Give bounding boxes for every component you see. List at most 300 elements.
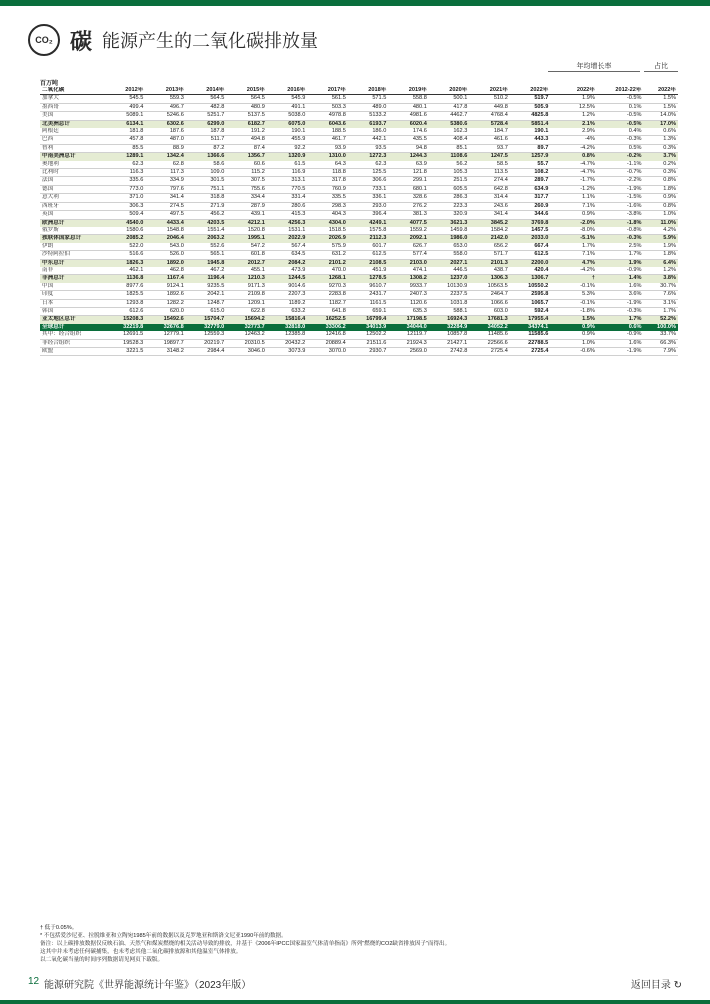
table-cell: 1.8% bbox=[643, 185, 678, 193]
table-cell: 462.8 bbox=[145, 267, 186, 275]
table-cell: 3070.0 bbox=[307, 348, 348, 356]
page-subtitle: 能源产生的二氧化碳排放量 bbox=[102, 31, 319, 51]
column-header: 2018年 bbox=[348, 87, 389, 95]
table-cell: -5.1% bbox=[550, 235, 597, 243]
table-cell: 1066.6 bbox=[469, 299, 510, 307]
table-cell: 58.6 bbox=[186, 161, 227, 169]
table-cell: -0.3% bbox=[597, 136, 644, 144]
table-row bbox=[40, 348, 678, 356]
table-cell: 1278.5 bbox=[348, 275, 389, 283]
table-cell: 659.1 bbox=[348, 307, 389, 315]
table-cell: 1826.3 bbox=[105, 259, 146, 267]
table-cell: 1268.1 bbox=[307, 275, 348, 283]
table-cell: 510.2 bbox=[469, 95, 510, 103]
note-line: 这其中并未考虑任何碳捕集，也未考虑其他二氧化碳排放源和其他温室气体排放。 bbox=[40, 949, 242, 955]
table-cell: 328.6 bbox=[388, 194, 429, 202]
table-cell: 2930.7 bbox=[348, 348, 389, 356]
table-cell: 32676.8 bbox=[145, 324, 186, 331]
table-cell: 56.2 bbox=[429, 161, 470, 169]
table-cell: 1825.5 bbox=[105, 291, 146, 299]
table-cell: 32284.9 bbox=[429, 324, 470, 331]
table-cell: 4768.4 bbox=[469, 112, 510, 120]
table-cell: 680.1 bbox=[388, 185, 429, 193]
row-label: 非洲总计 bbox=[40, 275, 105, 283]
table-cell: 461.6 bbox=[469, 136, 510, 144]
table-cell: 63.9 bbox=[388, 161, 429, 169]
table-cell: 461.7 bbox=[307, 136, 348, 144]
table-cell: 545.9 bbox=[267, 95, 308, 103]
table-cell: 109.0 bbox=[186, 169, 227, 177]
table-cell: 21511.6 bbox=[348, 339, 389, 347]
row-label: 全球总计 bbox=[40, 324, 105, 331]
table-cell: 17.0% bbox=[643, 120, 678, 128]
table-row bbox=[40, 307, 678, 315]
table-cell: 7.1% bbox=[550, 202, 597, 210]
table-cell: 6193.7 bbox=[348, 120, 389, 128]
table-cell: 442.1 bbox=[348, 136, 389, 144]
table-cell: 21427.1 bbox=[429, 339, 470, 347]
table-cell: 121.8 bbox=[388, 169, 429, 177]
table-cell: 19897.7 bbox=[145, 339, 186, 347]
table-cell: 1244.5 bbox=[267, 275, 308, 283]
row-label: 俄罗斯 bbox=[40, 227, 105, 235]
table-cell: 0.8% bbox=[550, 153, 597, 161]
table-cell: 1459.8 bbox=[429, 227, 470, 235]
row-label: 中国 bbox=[40, 283, 105, 291]
table-cell: 4825.8 bbox=[510, 112, 551, 120]
table-cell: 9014.6 bbox=[267, 283, 308, 291]
table-cell: 306.3 bbox=[105, 202, 146, 210]
table-cell: 307.5 bbox=[226, 177, 267, 185]
table-cell: 558.0 bbox=[429, 251, 470, 259]
table-cell: 519.7 bbox=[510, 95, 551, 103]
unit-label-line2: 二氧化碳 bbox=[40, 87, 105, 95]
table-header-row bbox=[40, 87, 678, 95]
table-cell: 1.1% bbox=[550, 194, 597, 202]
table-cell: -0.9% bbox=[597, 331, 644, 339]
table-cell: 22788.5 bbox=[510, 339, 551, 347]
table-cell: 88.9 bbox=[145, 144, 186, 152]
table-cell: 188.5 bbox=[307, 128, 348, 136]
table-cell: 494.8 bbox=[226, 136, 267, 144]
table-cell: 612.6 bbox=[105, 307, 146, 315]
table-cell: 1196.4 bbox=[186, 275, 227, 283]
table-cell: 317.7 bbox=[510, 194, 551, 202]
table-cell: 1282.2 bbox=[145, 299, 186, 307]
table-cell: 522.0 bbox=[105, 243, 146, 251]
table-cell: 20432.2 bbox=[267, 339, 308, 347]
table-cell: 2407.3 bbox=[388, 291, 429, 299]
table-cell: 6.4% bbox=[643, 259, 678, 267]
table-cell: 4203.5 bbox=[186, 219, 227, 227]
table-cell: 16799.4 bbox=[348, 316, 389, 324]
table-cell: -4.7% bbox=[550, 161, 597, 169]
table-cell: 0.9% bbox=[550, 324, 597, 331]
row-label: 其中：经合组织 bbox=[40, 331, 105, 339]
table-cell: 1.6% bbox=[597, 283, 644, 291]
row-label: 北美洲总计 bbox=[40, 120, 105, 128]
table-cell: 3.6% bbox=[597, 291, 644, 299]
row-label: 亚太地区总计 bbox=[40, 316, 105, 324]
table-cell: 1.5% bbox=[643, 103, 678, 111]
table-cell: 331.4 bbox=[267, 194, 308, 202]
table-cell: -1.2% bbox=[550, 185, 597, 193]
table-cell: 3046.0 bbox=[226, 348, 267, 356]
table-row bbox=[40, 283, 678, 291]
table-cell: 1.4% bbox=[597, 275, 644, 283]
page-footer bbox=[0, 968, 710, 1004]
table-cell: 2595.8 bbox=[510, 291, 551, 299]
table-cell: 12691.5 bbox=[105, 331, 146, 339]
note-line: 以二氧化碳当量的时间序列数据请见网页下载版。 bbox=[40, 957, 164, 963]
table-cell: 116.9 bbox=[267, 169, 308, 177]
subtotal-row bbox=[40, 153, 678, 161]
table-cell: 733.1 bbox=[348, 185, 389, 193]
table-cell: 12463.2 bbox=[226, 331, 267, 339]
table-cell: -0.1% bbox=[550, 283, 597, 291]
table-cell: 287.9 bbox=[226, 202, 267, 210]
table-cell: 0.3% bbox=[643, 144, 678, 152]
table-cell: 2569.0 bbox=[388, 348, 429, 356]
table-cell: 100.0% bbox=[643, 324, 678, 331]
table-cell: 2200.0 bbox=[510, 259, 551, 267]
table-cell: 1.6% bbox=[597, 339, 644, 347]
table-cell: 480.9 bbox=[226, 103, 267, 111]
table-cell: 9933.7 bbox=[388, 283, 429, 291]
table-cell: 1531.1 bbox=[267, 227, 308, 235]
row-label: 美国 bbox=[40, 112, 105, 120]
table-cell: 1306.3 bbox=[469, 275, 510, 283]
table-cell: 6302.6 bbox=[145, 120, 186, 128]
table-cell: 1289.1 bbox=[105, 153, 146, 161]
table-cell: -0.3% bbox=[597, 235, 644, 243]
table-cell: 631.2 bbox=[307, 251, 348, 259]
table-cell: 575.9 bbox=[307, 243, 348, 251]
table-cell: 1.8% bbox=[643, 251, 678, 259]
table-cell: 0.6% bbox=[597, 324, 644, 331]
table-cell: 1559.2 bbox=[388, 227, 429, 235]
table-cell: -1.7% bbox=[550, 177, 597, 185]
table-cell: 3621.3 bbox=[429, 219, 470, 227]
table-cell: 601.8 bbox=[226, 251, 267, 259]
table-cell: 1320.9 bbox=[267, 153, 308, 161]
table-cell: 545.5 bbox=[105, 95, 146, 103]
table-cell: 571.7 bbox=[469, 251, 510, 259]
table-cell: 2101.2 bbox=[307, 259, 348, 267]
table-cell: 85.5 bbox=[105, 144, 146, 152]
table-body bbox=[40, 95, 678, 356]
table-cell: 94.8 bbox=[388, 144, 429, 152]
table-cell: 0.8% bbox=[643, 177, 678, 185]
table-cell: -0.1% bbox=[550, 299, 597, 307]
table-cell: 62.3 bbox=[105, 161, 146, 169]
table-cell: 2101.3 bbox=[469, 259, 510, 267]
table-cell: 4212.1 bbox=[226, 219, 267, 227]
bottom-accent-bar bbox=[0, 1000, 710, 1004]
table-cell: 2085.2 bbox=[105, 235, 146, 243]
table-cell: 32818.0 bbox=[267, 324, 308, 331]
table-cell: 634.5 bbox=[267, 251, 308, 259]
table-row bbox=[40, 128, 678, 136]
table-cell: 11.0% bbox=[643, 219, 678, 227]
table-cell: 5038.0 bbox=[267, 112, 308, 120]
column-group-header bbox=[40, 58, 678, 72]
table-cell: 516.6 bbox=[105, 251, 146, 259]
table-cell: 489.0 bbox=[348, 103, 389, 111]
table-cell: 10550.2 bbox=[510, 283, 551, 291]
table-cell: 64.3 bbox=[307, 161, 348, 169]
table-cell: 1237.0 bbox=[429, 275, 470, 283]
table-cell: -1.5% bbox=[597, 194, 644, 202]
column-header: 2021年 bbox=[469, 87, 510, 95]
table-cell: 336.1 bbox=[348, 194, 389, 202]
column-header: 2019年 bbox=[388, 87, 429, 95]
table-cell: 5137.5 bbox=[226, 112, 267, 120]
table-cell: 622.8 bbox=[226, 307, 267, 315]
table-cell: 21924.3 bbox=[388, 339, 429, 347]
table-cell: 564.5 bbox=[226, 95, 267, 103]
table-cell: 16252.5 bbox=[307, 316, 348, 324]
subtotal-row bbox=[40, 219, 678, 227]
table-cell: 1.9% bbox=[643, 243, 678, 251]
table-cell: 2431.7 bbox=[348, 291, 389, 299]
table-cell: 4.7% bbox=[550, 259, 597, 267]
table-cell: 12779.1 bbox=[145, 331, 186, 339]
table-cell: 2112.3 bbox=[348, 235, 389, 243]
table-cell: 20310.5 bbox=[226, 339, 267, 347]
table-cell: 1892.0 bbox=[145, 259, 186, 267]
table-cell: 467.2 bbox=[186, 267, 227, 275]
table-cell: 547.2 bbox=[226, 243, 267, 251]
table-cell: 60.6 bbox=[226, 161, 267, 169]
table-cell: 3.7% bbox=[643, 153, 678, 161]
table-cell: 751.1 bbox=[186, 185, 227, 193]
table-cell: 487.0 bbox=[145, 136, 186, 144]
table-cell: 396.4 bbox=[348, 211, 389, 219]
table-cell: 12502.2 bbox=[348, 331, 389, 339]
table-cell: 66.3% bbox=[643, 339, 678, 347]
table-cell: 1306.7 bbox=[510, 275, 551, 283]
table-row bbox=[40, 177, 678, 185]
table-cell: 9610.7 bbox=[348, 283, 389, 291]
table-cell: 601.7 bbox=[348, 243, 389, 251]
table-cell: -1.9% bbox=[597, 348, 644, 356]
table-cell: 12559.3 bbox=[186, 331, 227, 339]
table-cell: 7.1% bbox=[550, 251, 597, 259]
table-cell: 32219.8 bbox=[105, 324, 146, 331]
table-cell: -8.0% bbox=[550, 227, 597, 235]
table-cell: 306.6 bbox=[348, 177, 389, 185]
table-cell: 3221.5 bbox=[105, 348, 146, 356]
table-row bbox=[40, 185, 678, 193]
table-cell: 298.3 bbox=[307, 202, 348, 210]
table-cell: 274.4 bbox=[469, 177, 510, 185]
table-cell: 9124.1 bbox=[145, 283, 186, 291]
table-cell: 473.9 bbox=[267, 267, 308, 275]
note-line: 备注：以上碳排放数据仅反映石油、天然气和煤炭燃烧的相关活动导致的排放，并基于《2006年IPCC国家温室气体清单指南》所列“燃烧的CO2缺省排放因子”而得出。 bbox=[40, 941, 451, 947]
table-cell: -4.2% bbox=[550, 267, 597, 275]
table-cell: 1293.8 bbox=[105, 299, 146, 307]
table-cell: 1.9% bbox=[550, 95, 597, 103]
table-cell: 505.9 bbox=[510, 103, 551, 111]
table-cell: 1.5% bbox=[643, 95, 678, 103]
table-cell: 113.5 bbox=[469, 169, 510, 177]
table-cell: 612.5 bbox=[348, 251, 389, 259]
table-cell: 1065.7 bbox=[510, 299, 551, 307]
co2-icon: CO₂ bbox=[28, 24, 60, 56]
table-cell: 15208.3 bbox=[105, 316, 146, 324]
table-cell: 565.1 bbox=[186, 251, 227, 259]
table-cell: 1247.5 bbox=[469, 153, 510, 161]
table-cell: 482.8 bbox=[186, 103, 227, 111]
table-row bbox=[40, 169, 678, 177]
table-cell: 415.3 bbox=[267, 211, 308, 219]
top-accent-bar bbox=[0, 0, 710, 6]
table-cell: 462.1 bbox=[105, 267, 146, 275]
table-cell: -1.8% bbox=[597, 219, 644, 227]
note-line: † 低于0.05%。 bbox=[40, 925, 78, 931]
table-cell: 299.1 bbox=[388, 177, 429, 185]
table-cell: 61.5 bbox=[267, 161, 308, 169]
table-cell: 1248.7 bbox=[186, 299, 227, 307]
row-label: 中东总计 bbox=[40, 259, 105, 267]
table-cell: 797.6 bbox=[145, 185, 186, 193]
table-cell: 499.4 bbox=[105, 103, 146, 111]
table-cell: 92.2 bbox=[267, 144, 308, 152]
table-cell: 0.6% bbox=[643, 128, 678, 136]
table-cell: 33.7% bbox=[643, 331, 678, 339]
table-cell: 2092.1 bbox=[388, 235, 429, 243]
table-cell: -3.8% bbox=[597, 211, 644, 219]
table-cell: 301.5 bbox=[186, 177, 227, 185]
column-header: 2014年 bbox=[186, 87, 227, 95]
table-cell: 1.2% bbox=[550, 112, 597, 120]
table-cell: 1167.4 bbox=[145, 275, 186, 283]
table-cell: -0.9% bbox=[597, 267, 644, 275]
table-row bbox=[40, 112, 678, 120]
table-cell: 3148.2 bbox=[145, 348, 186, 356]
table-row bbox=[40, 211, 678, 219]
share-group-label: 占比 bbox=[644, 61, 678, 72]
table-cell: 1108.6 bbox=[429, 153, 470, 161]
table-cell: 174.6 bbox=[388, 128, 429, 136]
table-cell: 62.8 bbox=[145, 161, 186, 169]
back-to-contents-link[interactable]: 返回目录 ↻ bbox=[630, 980, 682, 991]
table-cell: 1520.8 bbox=[226, 227, 267, 235]
table-cell: 162.3 bbox=[429, 128, 470, 136]
row-label: 意大利 bbox=[40, 194, 105, 202]
table-cell: -4% bbox=[550, 136, 597, 144]
table-cell: 20219.7 bbox=[186, 339, 227, 347]
table-cell: 1136.8 bbox=[105, 275, 146, 283]
table-cell: 1518.5 bbox=[307, 227, 348, 235]
table-cell: 1.7% bbox=[643, 307, 678, 315]
table-cell: 20889.4 bbox=[307, 339, 348, 347]
table-cell: 2742.8 bbox=[429, 348, 470, 356]
table-cell: 656.2 bbox=[469, 243, 510, 251]
growth-rate-group-label: 年均增长率 bbox=[548, 61, 640, 72]
table-cell: 2464.7 bbox=[469, 291, 510, 299]
table-cell: 603.0 bbox=[469, 307, 510, 315]
table-cell: 93.9 bbox=[307, 144, 348, 152]
table-cell: 2.5% bbox=[597, 243, 644, 251]
table-cell: 1.7% bbox=[597, 316, 644, 324]
table-cell: 293.0 bbox=[348, 202, 389, 210]
table-cell: 2084.2 bbox=[267, 259, 308, 267]
table-cell: 33306.2 bbox=[307, 324, 348, 331]
table-cell: 93.5 bbox=[348, 144, 389, 152]
table-cell: 457.8 bbox=[105, 136, 146, 144]
table-cell: -2.0% bbox=[550, 219, 597, 227]
table-cell: 0.1% bbox=[597, 103, 644, 111]
table-cell: 1892.6 bbox=[145, 291, 186, 299]
table-cell: 435.5 bbox=[388, 136, 429, 144]
row-label: 欧盟 bbox=[40, 348, 105, 356]
table-cell: 558.8 bbox=[388, 95, 429, 103]
table-cell: 1210.3 bbox=[226, 275, 267, 283]
table-cell: 1257.9 bbox=[510, 153, 551, 161]
table-cell: 2108.5 bbox=[348, 259, 389, 267]
table-cell: 1.5% bbox=[550, 316, 597, 324]
table-cell: 381.3 bbox=[388, 211, 429, 219]
table-cell: 6299.0 bbox=[186, 120, 227, 128]
grand-row bbox=[40, 324, 678, 331]
table-cell: 12119.7 bbox=[388, 331, 429, 339]
table-cell: 14.0% bbox=[643, 112, 678, 120]
table-cell: 2207.3 bbox=[267, 291, 308, 299]
table-row bbox=[40, 299, 678, 307]
table-cell: 474.1 bbox=[388, 267, 429, 275]
table-cell: 62.3 bbox=[348, 161, 389, 169]
table-cell: 15694.2 bbox=[226, 316, 267, 324]
table-cell: 190.1 bbox=[510, 128, 551, 136]
table-cell: 187.8 bbox=[186, 128, 227, 136]
table-cell: 0.3% bbox=[643, 169, 678, 177]
table-cell: 2012.7 bbox=[226, 259, 267, 267]
table-cell: 642.8 bbox=[469, 185, 510, 193]
table-cell: 271.9 bbox=[186, 202, 227, 210]
table-cell: 3.8% bbox=[643, 275, 678, 283]
table-cell: 318.8 bbox=[186, 194, 227, 202]
table-cell: 1244.3 bbox=[388, 153, 429, 161]
table-cell: 5380.6 bbox=[429, 120, 470, 128]
table-cell: 12416.8 bbox=[307, 331, 348, 339]
row-label: 智利 bbox=[40, 144, 105, 152]
table-cell: 118.8 bbox=[307, 169, 348, 177]
table-cell: 605.5 bbox=[429, 185, 470, 193]
table-cell: 2027.1 bbox=[429, 259, 470, 267]
table-cell: 191.2 bbox=[226, 128, 267, 136]
table-cell: 641.8 bbox=[307, 307, 348, 315]
table-cell: 334.9 bbox=[145, 177, 186, 185]
table-cell: 34044.0 bbox=[388, 324, 429, 331]
column-header: 2016年 bbox=[267, 87, 308, 95]
table-cell: 3073.9 bbox=[267, 348, 308, 356]
table-cell: -0.3% bbox=[597, 307, 644, 315]
row-label: 西班牙 bbox=[40, 202, 105, 210]
subtotal-row bbox=[40, 259, 678, 267]
note-line: * 不包括爱沙尼亚、拉脱维亚和立陶宛1985年前的数据以及克罗地亚和斯洛文尼亚1990年前的数据。 bbox=[40, 933, 287, 939]
table-cell: 451.9 bbox=[348, 267, 389, 275]
table-cell: 280.6 bbox=[267, 202, 308, 210]
table-cell: 4462.7 bbox=[429, 112, 470, 120]
table-cell: 1.2% bbox=[643, 267, 678, 275]
table-cell: 15492.6 bbox=[145, 316, 186, 324]
table-cell: 6134.1 bbox=[105, 120, 146, 128]
column-header: 2015年 bbox=[226, 87, 267, 95]
table-cell: 17198.5 bbox=[388, 316, 429, 324]
table-cell: -0.5% bbox=[597, 95, 644, 103]
